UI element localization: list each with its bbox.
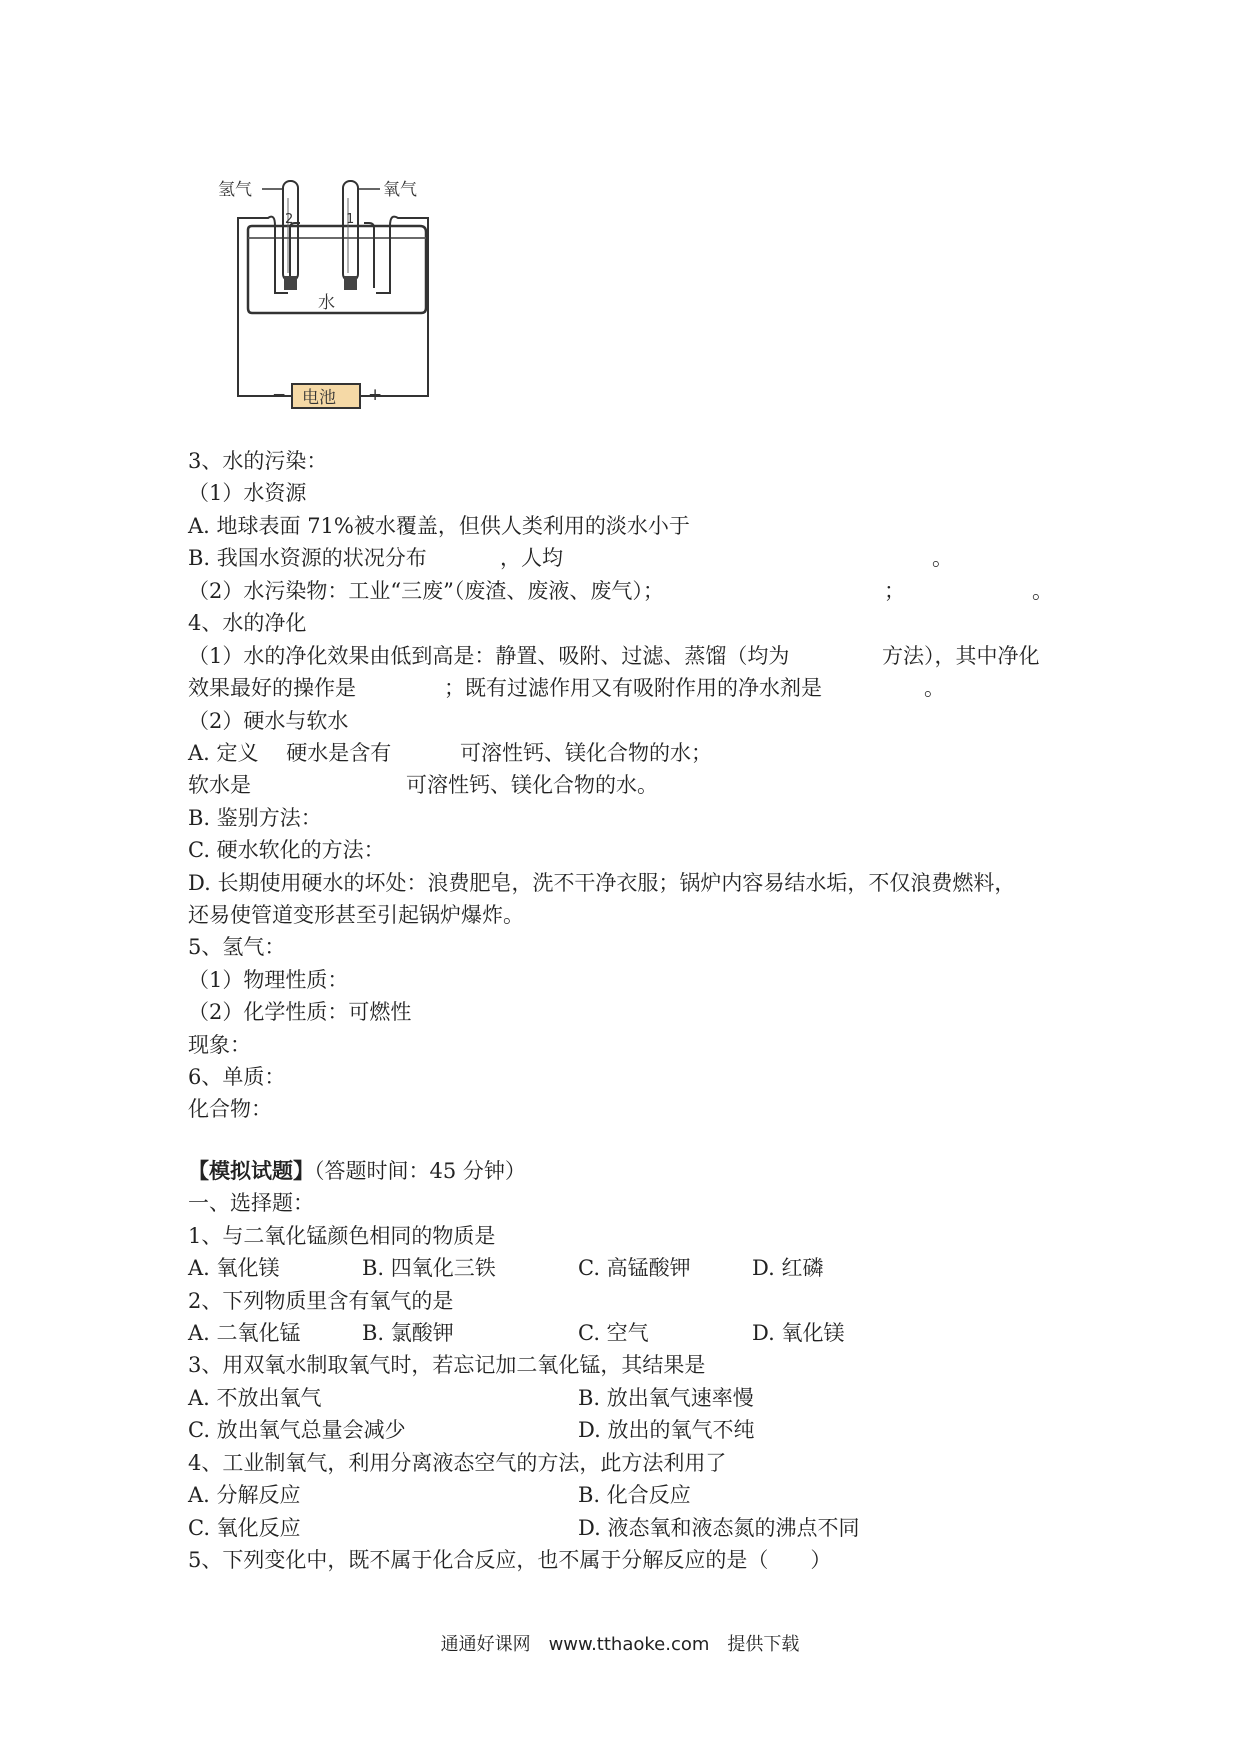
section-5-title: 5、氢气： xyxy=(188,935,286,959)
positive-terminal-label: + xyxy=(368,385,383,405)
question-2: 2、下列物质里含有氧气的是 xyxy=(188,1289,454,1313)
section-3-b-part1: B. 我国水资源的状况分布 xyxy=(188,546,427,570)
section-3-2-part2: ； xyxy=(884,579,905,603)
tube-number-right: 1 xyxy=(346,212,355,227)
hydrogen-label: 氢气 xyxy=(218,180,252,200)
section-4-1-part1: （1）水的净化效果由低到高是：静置、吸附、过滤、蒸馏（均为 xyxy=(188,644,790,668)
section-4-2: （2）硬水与软水 xyxy=(188,709,349,733)
exam-title-time: （答题时间：45 分钟） xyxy=(314,1159,526,1183)
question-1-option-b: B. 四氧化三铁 xyxy=(362,1256,496,1280)
section-4-1-end: 。 xyxy=(924,676,945,700)
section-3-2-part1: （2）水污染物：工业“三废”（废渣、废液、废气）； xyxy=(188,579,664,603)
question-3-option-d: D. 放出的氧气不纯 xyxy=(578,1418,755,1442)
section-4-a-part1: A. 定义 硬水是含有 xyxy=(188,741,392,765)
question-4-option-b: B. 化合反应 xyxy=(578,1483,691,1507)
question-1-option-c: C. 高锰酸钾 xyxy=(578,1256,691,1280)
question-4-option-a: A. 分解反应 xyxy=(188,1483,301,1507)
question-3-option-b: B. 放出氧气速率慢 xyxy=(578,1386,754,1410)
section-4-d-line1: D. 长期使用硬水的坏处：浪费肥皂，洗不干净衣服；锅炉内容易结水垢，不仅浪费燃料， xyxy=(188,871,1016,895)
section-5-phenomenon: 现象： xyxy=(188,1033,251,1057)
page-footer: 通通好课网 www.tthaoke.com 提供下载 xyxy=(440,1634,800,1655)
section-3-title: 3、水的污染： xyxy=(188,449,328,473)
section-4-d-line2: 还易使管道变形甚至引起锅炉爆炸。 xyxy=(188,903,524,927)
section-4-1-part4: ；既有过滤作用又有吸附作用的净水剂是 xyxy=(444,676,822,700)
section-4-1-part3: 效果最好的操作是 xyxy=(188,676,356,700)
question-2-option-c: C. 空气 xyxy=(578,1321,649,1345)
section-3-b-part2: ，人均 xyxy=(500,546,563,570)
question-5: 5、下列变化中，既不属于化合反应，也不属于分解反应的是（ ） xyxy=(188,1548,832,1572)
section-4-c: C. 硬水软化的方法： xyxy=(188,838,385,862)
section-3-b-end: 。 xyxy=(932,546,953,570)
section-4-title: 4、水的净化 xyxy=(188,611,307,635)
section-5-2: （2）化学性质：可燃性 xyxy=(188,1000,412,1024)
question-3-option-a: A. 不放出氧气 xyxy=(188,1386,322,1410)
question-3: 3、用双氧水制取氧气时，若忘记加二氧化锰，其结果是 xyxy=(188,1353,706,1377)
question-1-option-a: A. 氧化镁 xyxy=(188,1256,280,1280)
exam-section-1: 一、选择题： xyxy=(188,1191,314,1215)
exam-title-bold: 【模拟试题】 xyxy=(188,1158,314,1183)
question-4-option-c: C. 氧化反应 xyxy=(188,1516,301,1540)
tube-number-left: 2 xyxy=(285,212,294,227)
question-1-option-d: D. 红磷 xyxy=(752,1256,824,1280)
question-2-option-d: D. 氧化镁 xyxy=(752,1321,845,1345)
question-1: 1、与二氧化锰颜色相同的物质是 xyxy=(188,1224,496,1248)
section-6-title: 6、单质： xyxy=(188,1065,286,1089)
section-6-compound: 化合物： xyxy=(188,1097,272,1121)
oxygen-label: 氧气 xyxy=(383,180,417,200)
electrolysis-diagram xyxy=(218,178,465,418)
section-4-1-part2: 方法），其中净化 xyxy=(882,644,1040,668)
exam-title xyxy=(188,1158,526,1184)
section-3-1: （1）水资源 xyxy=(188,481,307,505)
question-4: 4、工业制氧气，利用分离液态空气的方法，此方法利用了 xyxy=(188,1451,727,1475)
section-5-1: （1）物理性质： xyxy=(188,968,349,992)
question-2-option-b: B. 氯酸钾 xyxy=(362,1321,454,1345)
negative-terminal-label: − xyxy=(272,385,287,405)
question-4-option-d: D. 液态氧和液态氮的沸点不同 xyxy=(578,1516,860,1540)
question-3-option-c: C. 放出氧气总量会减少 xyxy=(188,1418,406,1442)
water-label: 水 xyxy=(318,293,335,313)
section-4-a-part4: 可溶性钙、镁化合物的水。 xyxy=(406,773,658,797)
section-4-b: B. 鉴别方法： xyxy=(188,806,322,830)
battery-label: 电池 xyxy=(302,388,336,408)
section-4-a-part2: 可溶性钙、镁化合物的水； xyxy=(460,741,712,765)
question-2-option-a: A. 二氧化锰 xyxy=(188,1321,301,1345)
section-3-2-end: 。 xyxy=(1032,579,1053,603)
section-3-a: A. 地球表面 71%被水覆盖，但供人类利用的淡水小于 xyxy=(188,514,690,538)
section-4-a-part3: 软水是 xyxy=(188,773,251,797)
